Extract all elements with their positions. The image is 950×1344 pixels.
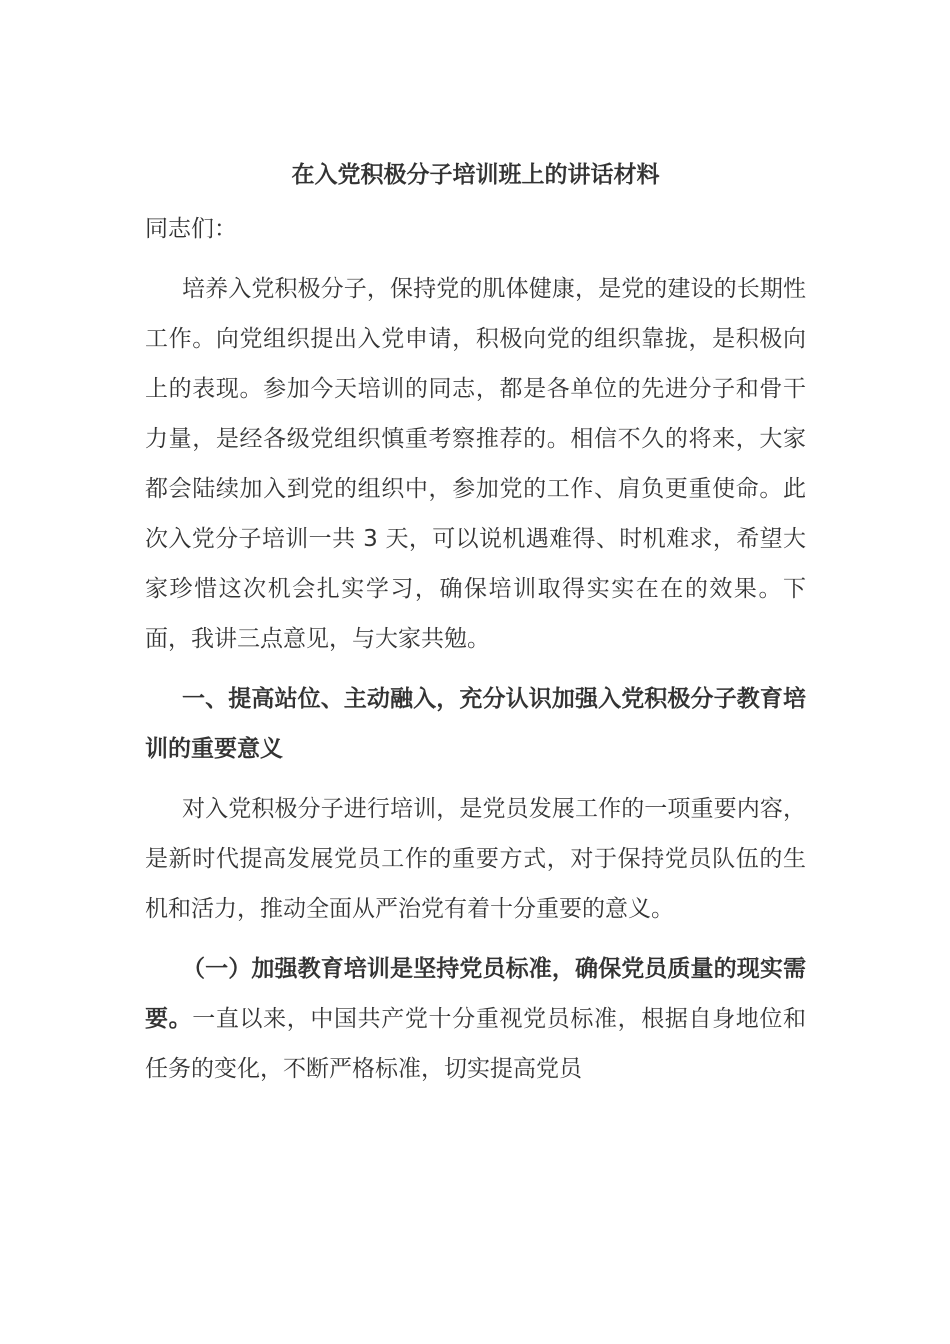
salutation: 同志们： [145, 216, 237, 242]
section-heading-1: 一、提高站位、主动融入，充分认识加强入党积极分子教育培训的重要意义 [145, 686, 806, 762]
subsection-1-heading: （一）加强教育培训是坚持党员标准，确保党员质量的现实需要。 [145, 956, 806, 1032]
subsection-1-text: 一直以来，中国共产党十分重视党员标准，根据自身地位和任务的变化，不断严格标准，切实提高党员 [145, 1006, 807, 1082]
document-page [145, 150, 806, 1094]
intro-paragraph: 培养入党积极分子，保持党的肌体健康，是党的建设的长期性工作。向党组织提出入党申请，积极向党的组织靠拢，是积极向上的表现。参加今天培训的同志，都是各单位的先进分子和骨干力量，是经各级党组织慎重考察推荐的。相信不久的将来，大家都会陆续加入到党的组织中，参加党的工作、肩负更重使命。此次入党分子培训一共 3 天，可以说机遇难得、时机难求，希望大家珍惜这次机会扎实学习，确保培训取得实实在在的效果。下面，我讲三点意见，与大家共勉。 [145, 276, 806, 652]
section-1-paragraph: 对入党积极分子进行培训，是党员发展工作的一项重要内容，是新时代提高发展党员工作的重要方式，对于保持党员队伍的生机和活力，推动全面从严治党有着十分重要的意义。 [145, 796, 806, 922]
document-title: 在入党积极分子培训班上的讲话材料 [291, 162, 660, 188]
subsection-1-paragraph [145, 944, 806, 1094]
